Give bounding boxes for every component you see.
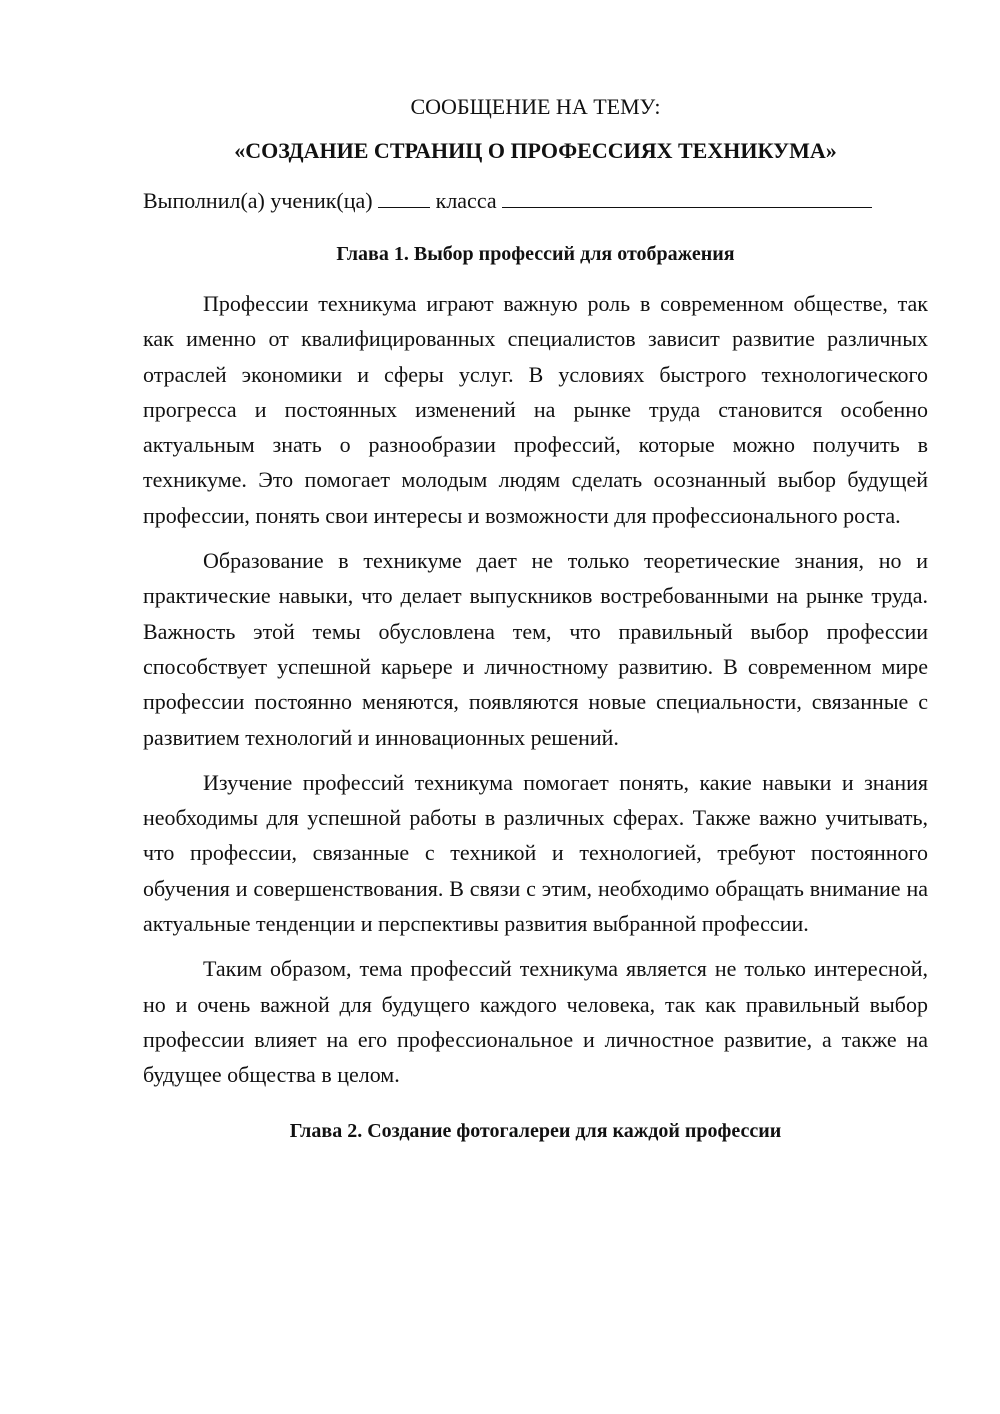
author-prefix: Выполнил(а) ученик(ца) [143,188,373,213]
paragraph: Профессии техникума играют важную роль в современном обществе, так как именно от квалифицированных специалистов зависит развитие различных отраслей экономики и сферы услуг. В условиях быстрого технологического прогресса и постоянных изменений на рынке труда становится особенно актуальным знать о разнообразии профессий, которые можно получить в техникуме. Это помогает молодым людям сделать осознанный выбор будущей профессии, понять свои интересы и возможности для профессионального роста. [143,291,928,528]
author-middle: класса [435,188,497,213]
chapter-2-heading: Глава 2. Создание фотогалереи для каждой профессии [289,1119,782,1142]
chapter-1-body [143,286,928,1093]
author-line [143,186,928,216]
paragraph: Изучение профессий техникума помогает понять, какие навыки и знания необходимы для успешной работы в различных сферах. Также важно учитывать, что профессии, связанные с техникой и технологией, требуют постоянного обучения и совершенствования. В связи с этим, необходимо обращать внимание на актуальные тенденции и перспективы развития выбранной профессии. [143,769,928,937]
paragraph: Образование в техникуме дает не только теоретические знания, но и практические навыки, что делает выпускников востребованными на рынке труда. Важность этой темы обусловлена тем, что правильный выбор профессии способствует успешной карьере и личностному развитию. В современном мире профессии постоянно меняются, появляются новые специальности, связанные с развитием технологий и инновационных решений. [143,548,928,750]
document-title: «СОЗДАНИЕ СТРАНИЦ О ПРОФЕССИЯХ ТЕХНИКУМА» [234,138,837,163]
class-number-blank [378,187,430,208]
document-header: СООБЩЕНИЕ НА ТЕМУ: [410,94,661,119]
paragraph: Таким образом, тема профессий техникума является не только интересной, но и очень важной для будущего каждого человека, так как правильный выбор профессии влияет на его профессиональное и личностное развитие, а также на будущее общества в целом. [143,956,928,1088]
student-name-blank [502,187,872,208]
document-page [143,92,928,1145]
chapter-1-heading: Глава 1. Выбор профессий для отображения [336,243,735,265]
